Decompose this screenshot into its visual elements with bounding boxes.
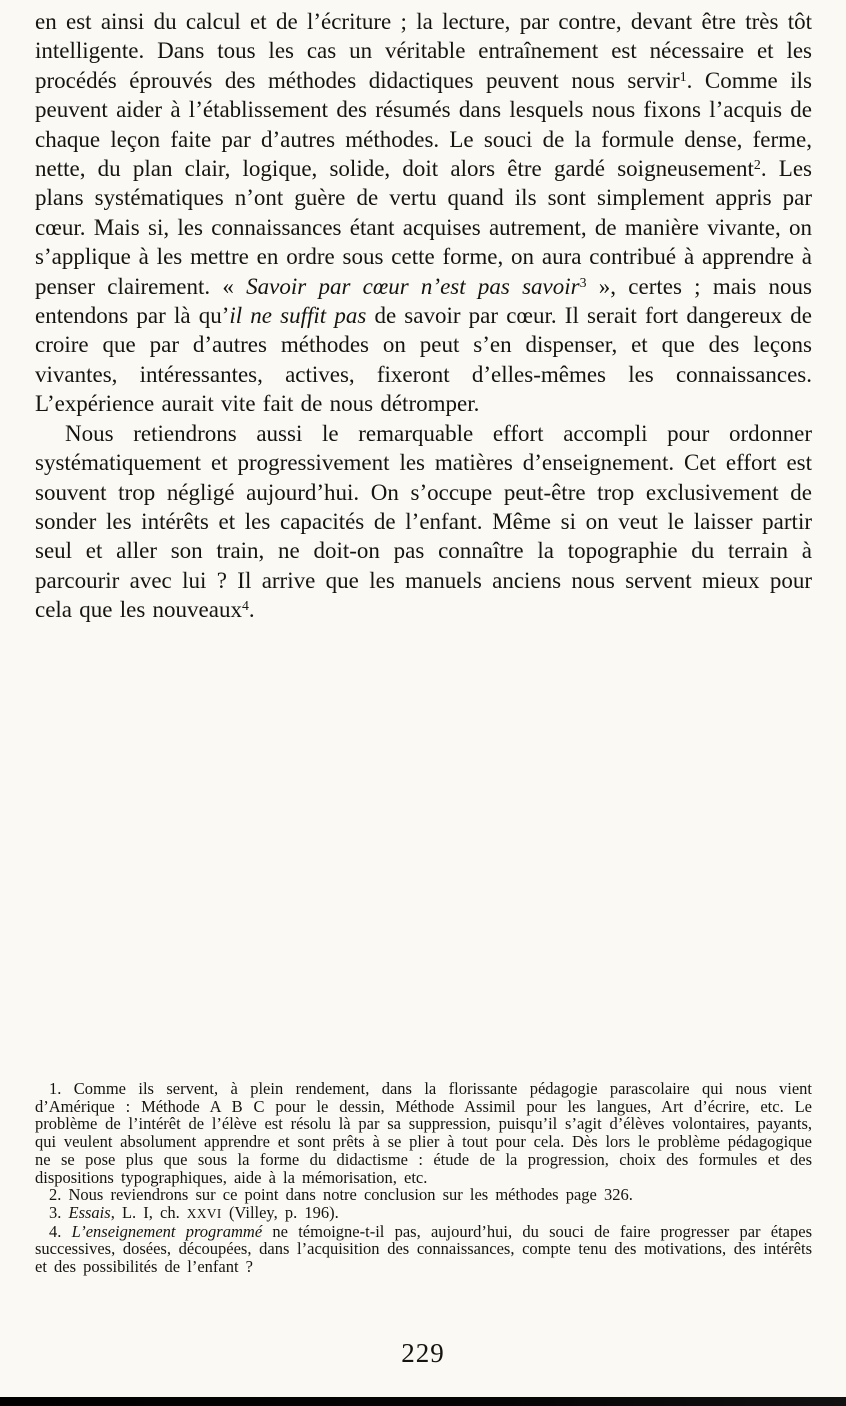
work-title: Essais bbox=[68, 1202, 111, 1222]
footnote-1 bbox=[35, 1080, 812, 1186]
scan-edge bbox=[0, 1397, 846, 1406]
text-run: (Villey, p. 196). bbox=[221, 1202, 339, 1222]
text-run: en est ainsi du calcul et de l’écriture ; la lecture, par contre, devant être très tôt intelligente. Dans tous les cas un véritable entraînement est nécessaire et les procédés éprouvés des méthodes didactiques peuvent nous servir bbox=[35, 9, 812, 93]
footnotes-section bbox=[35, 1080, 812, 1276]
footnote-4 bbox=[35, 1223, 812, 1276]
text-run: , L. I, ch. bbox=[110, 1202, 187, 1222]
footnote-ref-2: 2 bbox=[753, 157, 761, 173]
emphasized-text: L’enseignement programmé bbox=[71, 1221, 263, 1241]
emphasized-text: il ne suffit pas bbox=[229, 303, 367, 329]
footnote-3 bbox=[35, 1204, 812, 1223]
footnote-ref-1: 1 bbox=[679, 68, 687, 84]
main-text bbox=[35, 7, 812, 625]
text-run: 3. bbox=[49, 1202, 69, 1222]
chapter-numeral: XXVI bbox=[186, 1205, 222, 1221]
text-run: Nous retiendrons aussi le remarquable effort accompli pour ordonner systématiquement et progressivement les matières d’enseignement. Cet effort est souvent trop négligé aujourd’hui. On s’occupe peut-être trop exclusivement de sonder les intérêts et les capacités de l’enfant. Même si on veut le laisser partir seul et aller son train, ne doit-on pas connaître la topographie du terrain à parcourir avec lui ? Il arrive que les manuels anciens nous servent mieux pour cela que les nouveaux bbox=[35, 420, 812, 623]
text-run: . Les plans systématiques n’ont guère de vertu quand ils sont simplement appris par cœur. Mais si, les connaissances étant acquises autrement, de manière vivante, on s’applique à les mettre en ordre sous cette forme, on aura contribué à apprendre à penser clairement. « bbox=[35, 156, 812, 299]
text-run: 1. Comme ils servent, à plein rendement, dans la florissante pédagogie parascolaire qui nous vient d’Amérique : Méthode A B C pour le dessin, Méthode Assimil pour les langues, Art d’écrire, etc. Le problème de l’intérêt de l’élève est résolu là par sa suppression, puisqu’il s’agit d’élèves volontaires, payants, qui veulent absolument apprendre et sont prêts à se plier à tout pour cela. Dès lors le problème pédagogique ne se pose plus que sous la forme du didactisme : étude de la progression, choix des formules et des dispositions typographiques, aide à la mémorisation, etc. bbox=[35, 1079, 812, 1187]
page-number: 229 bbox=[401, 1338, 445, 1368]
text-run: de savoir par cœur. Il serait fort dangereux de croire que par d’autres méthodes on peut s’en dispenser, et que des leçons vivantes, intéressantes, actives, fixeront d’elles-mêmes les connaissances. L’expérience aurait vite fait de nous détromper. bbox=[35, 303, 812, 417]
footnote-ref-3: 3 bbox=[579, 274, 587, 290]
text-run: . bbox=[248, 597, 255, 623]
footnote-ref-4: 4 bbox=[241, 598, 249, 614]
quoted-italic-text: Savoir par cœur n’est pas savoir bbox=[246, 273, 580, 299]
text-run: . Comme ils peuvent aider à l’établissement des résumés dans lesquels nous fixons l’acquis de chaque leçon faite par d’autres méthodes. Le souci de la formule dense, ferme, nette, du plan clair, logique, solide, doit alors être gardé soigneusement bbox=[35, 67, 812, 182]
text-run: ne témoigne-t-il pas, aujourd’hui, du souci de faire progresser par étapes successives, dosées, découpées, dans l’acquisition des connaissances, compte tenu des motivations, des intérêts et des possibilités de l’enfant ? bbox=[35, 1221, 812, 1277]
text-run: 4. bbox=[49, 1221, 72, 1241]
text-run: », certes ; mais nous entendons par là qu’ bbox=[35, 273, 812, 329]
paragraph-2 bbox=[35, 419, 812, 625]
paragraph-1 bbox=[35, 7, 812, 419]
footnote-2 bbox=[35, 1186, 812, 1204]
text-run: 2. Nous reviendrons sur ce point dans notre conclusion sur les méthodes page 326. bbox=[49, 1185, 633, 1205]
